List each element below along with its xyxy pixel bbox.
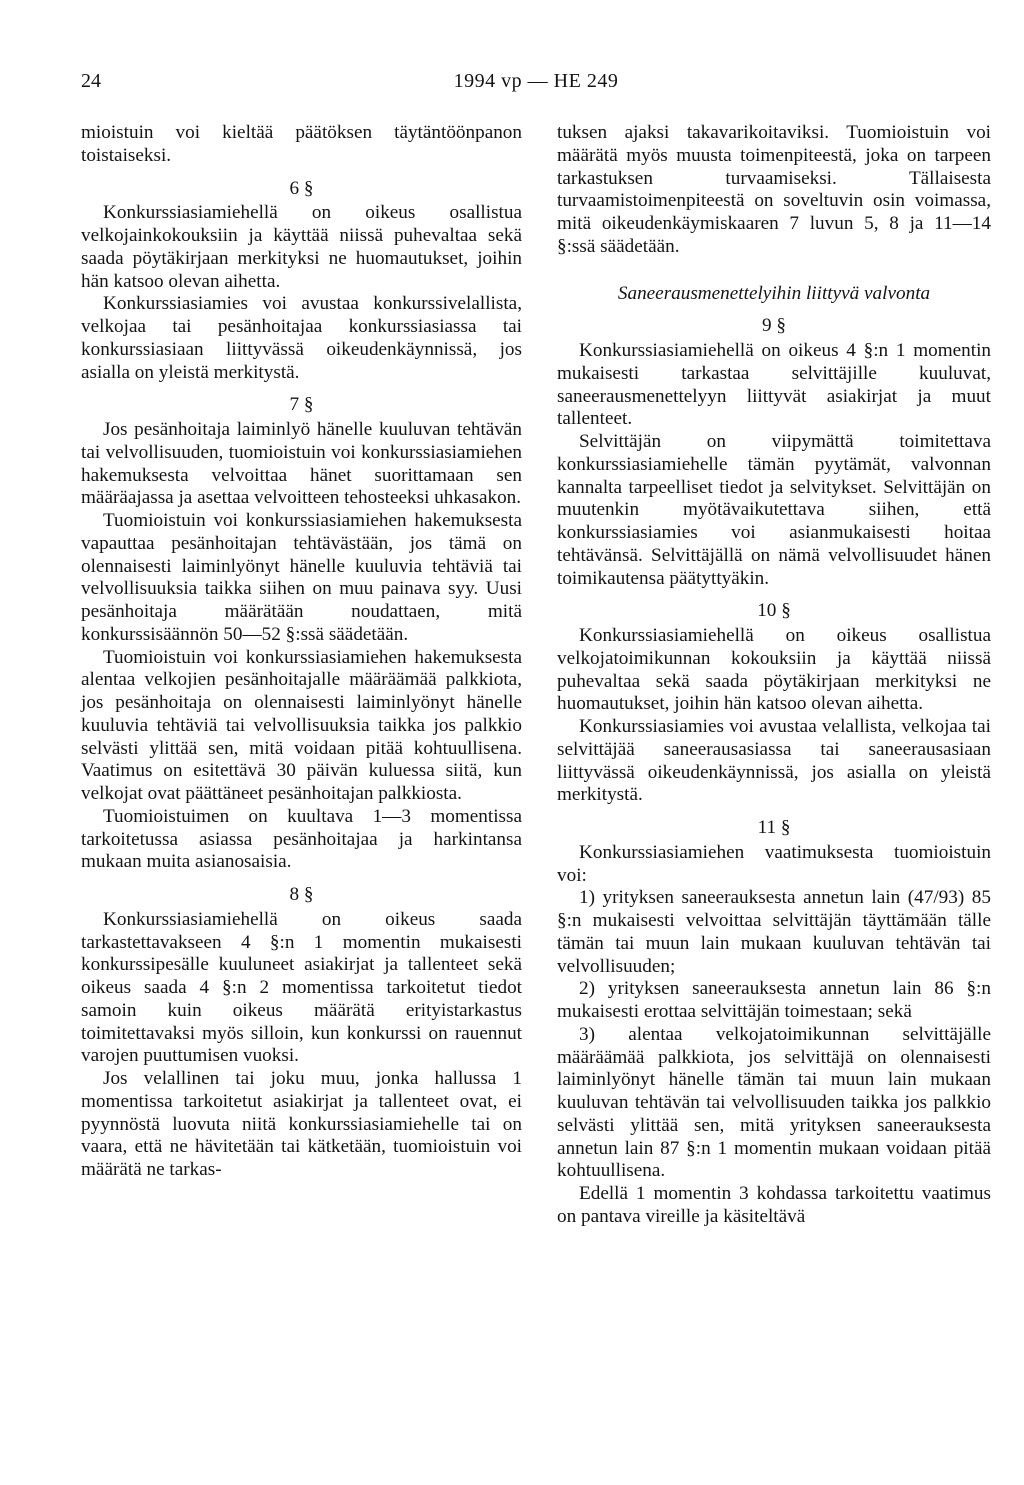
page-header: [81, 70, 991, 100]
section-8-paragraph-1: Konkurssiasiamiehellä on oikeus saada tarkastettavakseen 4 §:n 1 momentin mukaisesti konkurssipesälle kuuluneet asiakirjat ja tallenteet sekä oikeus saada 4 §:n 2 momentissa tarkoitetut tiedot samoin kuin oikeus määrätä erityistarkastus toimitettavaksi myös silloin, kun konkurssi on rauennut varojen puuttumisen vuoksi.: [81, 908, 522, 1067]
section-10-paragraph-1: Konkurssiasiamiehellä on oikeus osallistua velkojatoimikunnan kokouksiin ja käyttää niissä puhevaltaa sekä saada pöytäkirjaan merkityksi ne huomautukset, joihin hän katsoo olevan aihetta.: [557, 625, 991, 715]
section-11-paragraph-2: Edellä 1 momentin 3 kohdassa tarkoitettu vaatimus on pantava vireille ja käsiteltävä: [557, 1183, 991, 1227]
section-8-paragraph-2: Jos velallinen tai joku muu, jonka hallussa 1 momentissa tarkoitetut asiakirjat ja tallenteet ovat, ei pyynnöstä luovuta niitä konkurssiasiamiehelle tai on vaara, että ne hävitetään tai kätketään, tuomioistuin voi määrätä ne tarkas-: [81, 1068, 522, 1180]
section-8-title: 8 §: [289, 884, 314, 905]
continued-paragraph: mioistuin voi kieltää päätöksen täytäntöönpanon toistaiseksi.: [81, 122, 522, 166]
section-6-paragraph-2: Konkurssiasiamies voi avustaa konkurssivelallista, velkojaa tai pesänhoitajaa konkurssiasiassa tai konkurssiasiaan liittyvässä oikeudenkäynnissä, jos asialla on yleistä merkitystä.: [81, 293, 522, 383]
continued-paragraph-right: tuksen ajaksi takavarikoitaviksi. Tuomioistuin voi määrätä myös muusta toimenpiteestä, joka on tarpeen tarkastuksen turvaamiseksi. Tällaisesta turvaamistoimenpiteestä on soveltuvin osin voimassa, mitä oikeudenkäymiskaaren 7 luvun 5, 8 ja 11—14 §:ssä säädetään.: [557, 122, 991, 257]
section-7-paragraph-1: Jos pesänhoitaja laiminlyö hänelle kuuluvan tehtävän tai velvollisuuden, tuomioistuin voi konkurssiasiamiehen hakemuksesta velvoittaa hänet suorittamaan sen määräajassa ja asettaa velvoitteen tehosteeksi uhkasakon.: [81, 419, 522, 509]
section-6-title: 6 §: [289, 177, 314, 199]
section-6-paragraph-1: Konkurssiasiamiehellä on oikeus osallistua velkojainkokouksiin ja käyttää niissä puhevaltaa sekä saada pöytäkirjaan merkityksi ne huomautukset, joihin hän katsoo olevan aihetta.: [81, 202, 522, 292]
section-7-paragraph-3: Tuomioistuin voi konkurssiasiamiehen hakemuksesta alentaa velkojien pesänhoitajalle määräämää palkkiota, jos pesänhoitaja on olennaisesti laiminlyönyt hänelle kuuluvia tehtäviä tai velvollisuuksia taikka jos palkkio selvästi ylittää sen, mitä voidaan pitää kohtuullisena. Vaatimus on esitettävä 30 päivän kuluessa siitä, kun velkojat ovat päättäneet pesänhoitajan palkkiosta.: [81, 646, 522, 804]
running-title: 1994 vp — HE 249: [453, 70, 619, 92]
page-number: 24: [81, 70, 101, 92]
section-9-title: 9 §: [762, 315, 786, 337]
section-11-item-2: 2) yrityksen saneerauksesta annetun lain 86 §:n mukaisesti erottaa selvittäjän toimestaan; sekä: [557, 978, 991, 1022]
section-7-paragraph-2: Tuomioistuin voi konkurssiasiamiehen hakemuksesta vapauttaa pesänhoitajan tehtävästään, jos tämä on olennaisesti laiminlyönyt hänelle kuuluvia tehtäviä tai velvollisuuksia taikka siihen on muu painava syy. Uusi pesänhoitaja määrätään noudattaen, mitä konkurssisäännön 50—52 §:ssä säädetään.: [81, 510, 522, 645]
left-column: [81, 122, 522, 1182]
section-11-item-1: 1) yrityksen saneerauksesta annetun lain (47/93) 85 §:n mukaisesti velvoittaa selvittäjän täyttämään tälle tämän tai muun lain mukaan kuuluvan tehtävän tai velvollisuuden;: [557, 887, 991, 977]
section-10-title: 10 §: [757, 600, 791, 622]
section-9-paragraph-2: Selvittäjän on viipymättä toimitettava konkurssiasiamiehelle tämän pyytämät, valvonnan kannalta tarpeelliset tiedot ja selvitykset. Selvittäjän on muutenkin myötävaikutettava siihen, että konkurssiasiamies voi asianmukaisesti hoitaa tehtävänsä. Selvittäjällä on nämä velvollisuudet hänen toimikautensa päätyttyäkin.: [557, 431, 991, 589]
section-11-title: 11 §: [757, 817, 791, 838]
chapter-heading: Saneerausmenettelyihin liittyvä valvonta: [617, 282, 931, 304]
right-column: [557, 122, 991, 1229]
section-11-paragraph-1: Konkurssiasiamiehen vaatimuksesta tuomioistuin voi:: [557, 841, 991, 886]
section-10-paragraph-2: Konkurssiasiamies voi avustaa velallista, velkojaa tai selvittäjää saneerausasiassa tai saneerausasiaan liittyvässä oikeudenkäynnissä, jos asialla on yleistä merkitystä.: [557, 716, 991, 806]
section-7-title: 7 §: [289, 394, 314, 416]
section-7-paragraph-4: Tuomioistuimen on kuultava 1—3 momentissa tarkoitetussa asiassa pesänhoitajaa ja harkintansa mukaan muita asianosaisia.: [81, 805, 522, 873]
section-11-item-3: 3) alentaa velkojatoimikunnan selvittäjälle määräämää palkkiota, jos selvittäjä on olennaisesti laiminlyönyt hänelle tämän tai muun lain mukaan kuuluvan tehtävän tai velvollisuuden taikka jos palkkio selvästi ylittää sen, mitä yrityksen saneerauksesta annetun lain 87 §:n 1 momentin mukaan voidaan pitää kohtuullisena.: [557, 1023, 991, 1182]
section-9-paragraph-1: Konkurssiasiamiehellä on oikeus 4 §:n 1 momentin mukaisesti tarkastaa selvittäjille kuuluvat, saneerausmenettelyyn liittyvät asiakirjat ja muut tallenteet.: [557, 340, 991, 430]
